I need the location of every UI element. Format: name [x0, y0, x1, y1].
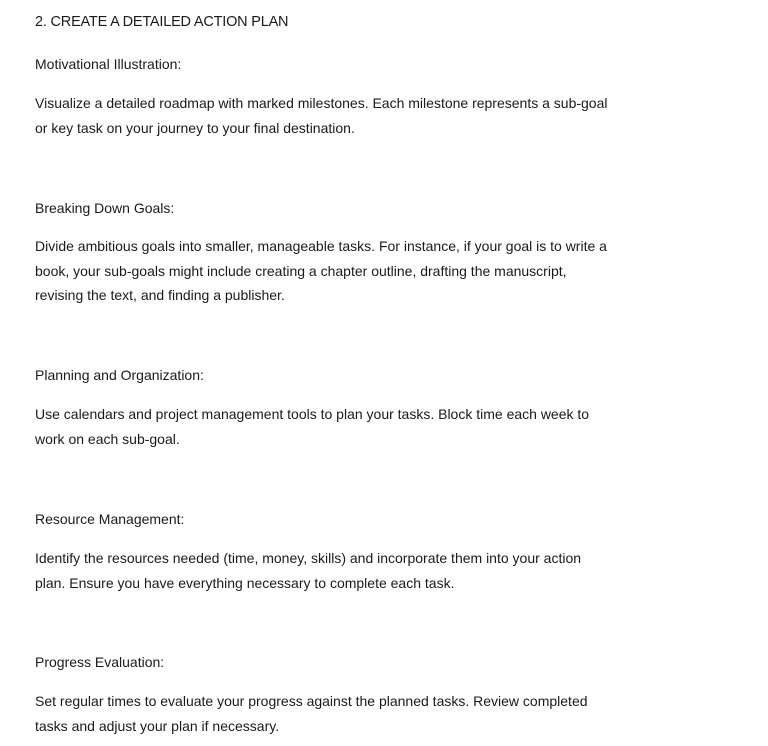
paragraph-line: Set regular times to evaluate your progress against the planned tasks. Review completed: [35, 693, 588, 709]
subsection-label-planning-and-organization: Planning and Organization:: [35, 367, 204, 383]
paragraph-line: Visualize a detailed roadmap with marked milestones. Each milestone represents a sub-goal: [35, 95, 608, 111]
paragraph-motivational-illustration: [35, 91, 695, 140]
paragraph-progress-evaluation: [35, 689, 695, 738]
subsection-label-progress-evaluation: Progress Evaluation:: [35, 654, 165, 670]
subsection-label-resource-management: Resource Management:: [35, 511, 185, 527]
paragraph-planning-and-organization: [35, 402, 695, 451]
paragraph-line: Use calendars and project management tools to plan your tasks. Block time each week to: [35, 406, 590, 422]
section-heading: 2. CREATE A DETAILED ACTION PLAN: [35, 14, 289, 30]
subsection-label-breaking-down-goals: Breaking Down Goals:: [35, 200, 175, 216]
paragraph-breaking-down-goals: [35, 234, 695, 308]
paragraph-line: Identify the resources needed (time, money, skills) and incorporate them into your action: [35, 550, 582, 566]
paragraph-line: Divide ambitious goals into smaller, manageable tasks. For instance, if your goal is to write a: [35, 238, 607, 254]
paragraph-line: plan. Ensure you have everything necessary to complete each task.: [35, 574, 455, 591]
paragraph-line: tasks and adjust your plan if necessary.: [35, 717, 280, 734]
paragraph-line: work on each sub-goal.: [35, 430, 180, 447]
paragraph-line: or key task on your journey to your final destination.: [35, 119, 355, 136]
paragraph-line: revising the text, and finding a publisher.: [35, 287, 285, 303]
paragraph-line: book, your sub-goals might include creating a chapter outline, drafting the manuscript,: [35, 262, 567, 279]
paragraph-resource-management: [35, 546, 695, 595]
subsection-label-motivational-illustration: Motivational Illustration:: [35, 56, 182, 72]
